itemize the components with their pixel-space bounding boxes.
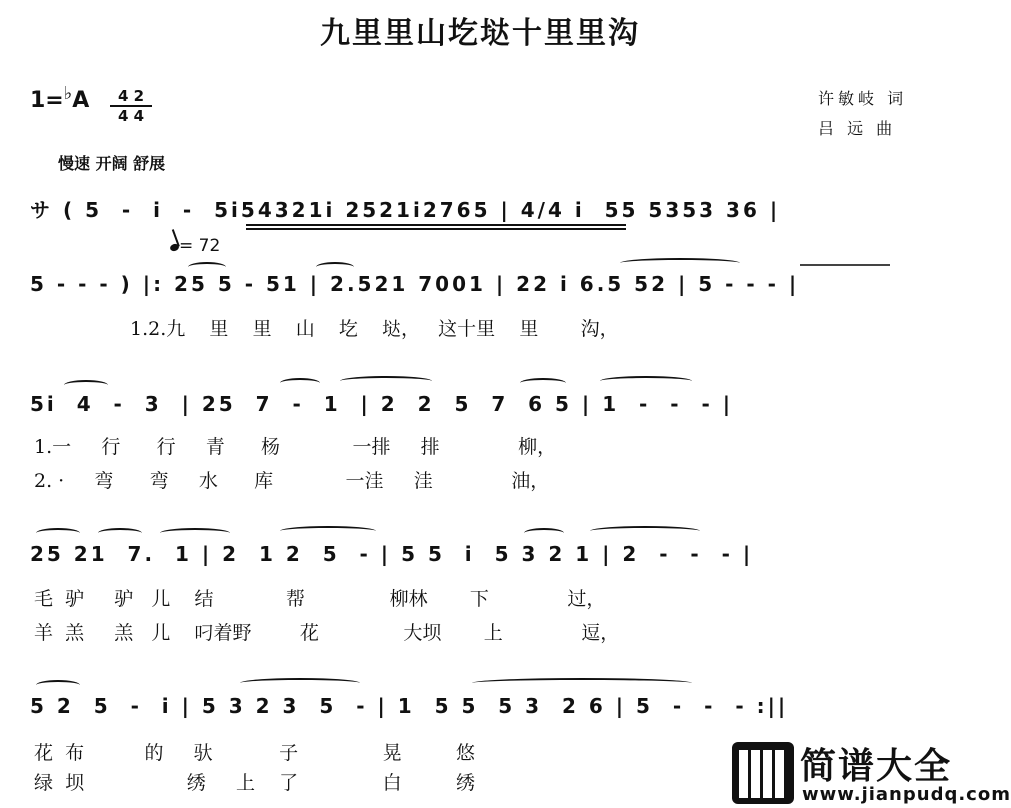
slur	[98, 528, 142, 538]
slur	[520, 378, 566, 388]
site-watermark	[732, 738, 1011, 808]
lyric-line: 绿 坝 绣 上 了 白 绣	[34, 772, 476, 794]
lyric-line: 2. · 弯 弯 水 库 一洼 洼 油，	[34, 470, 550, 492]
slur	[620, 258, 740, 268]
dynamic-line	[800, 264, 890, 266]
lyric-line: 花 布 的 驮 子 晃 悠	[34, 742, 476, 764]
song-title: 九里里山圪垯十里里沟	[320, 16, 640, 51]
tempo-expression: 慢速 开阔 舒展	[58, 154, 166, 173]
notation-row-2: 5 - - - ) |: 25 5 - 51 | 2.521 7001 | 22 i 6.5 52 | 5 - - - |	[30, 272, 800, 296]
slur	[316, 262, 354, 272]
slur	[36, 680, 80, 690]
slur	[524, 528, 564, 538]
slur	[280, 526, 376, 536]
slur	[340, 376, 432, 386]
time-signature: 4 2 4 4	[110, 88, 152, 124]
slur	[160, 528, 230, 538]
piano-keys-icon	[732, 742, 794, 804]
metronome-mark: = 72	[170, 236, 220, 256]
slur	[280, 378, 320, 388]
lyric-line: 1.2.九 里 里 山 圪 垯， 这十里 里 沟，	[130, 318, 619, 340]
notation-row-5: 5 2 5 - i | 5 3 2 3 5 - | 1 5 5 5 3 2 6 | 5 - - - :||	[30, 694, 789, 718]
slur	[600, 376, 692, 386]
watermark-url: www.jianpudq.com	[802, 784, 1011, 805]
slur	[36, 528, 80, 538]
lyric-line: 1.一 行 行 青 杨 一排 排 柳，	[34, 436, 557, 458]
notation-row-3: 5i 4 - 3 | 25 7 - 1 | 2 2 5 7 6 5 | 1 - - - |	[30, 392, 734, 416]
slur	[472, 678, 692, 688]
watermark-text: 简谱大全	[800, 746, 953, 787]
key-signature: 1=♭A	[30, 83, 90, 113]
slur	[590, 526, 700, 536]
lyric-line: 毛 驴 驴 儿 结 帮 柳林 下 过，	[34, 588, 606, 610]
lyric-line: 羊 羔 羔 儿 叼着野 花 大坝 上 逗，	[34, 622, 620, 644]
slur	[64, 380, 108, 390]
slur	[188, 262, 226, 272]
beam-line	[246, 228, 626, 230]
notation-row-4: 25 21 7. 1 | 2 1 2 5 - | 5 5 i 5 3 2 1 | 2 - - - |	[30, 542, 754, 566]
slur	[240, 678, 360, 688]
notation-row-1: サ ( 5 - i - 5i54321i 2521i2765 | 4/4 i 55 5353 36 |	[30, 198, 781, 222]
composer-credit: 吕 远 曲	[818, 119, 897, 138]
lyricist-credit: 许敏岐 词	[818, 89, 908, 108]
beam-line	[246, 224, 626, 226]
